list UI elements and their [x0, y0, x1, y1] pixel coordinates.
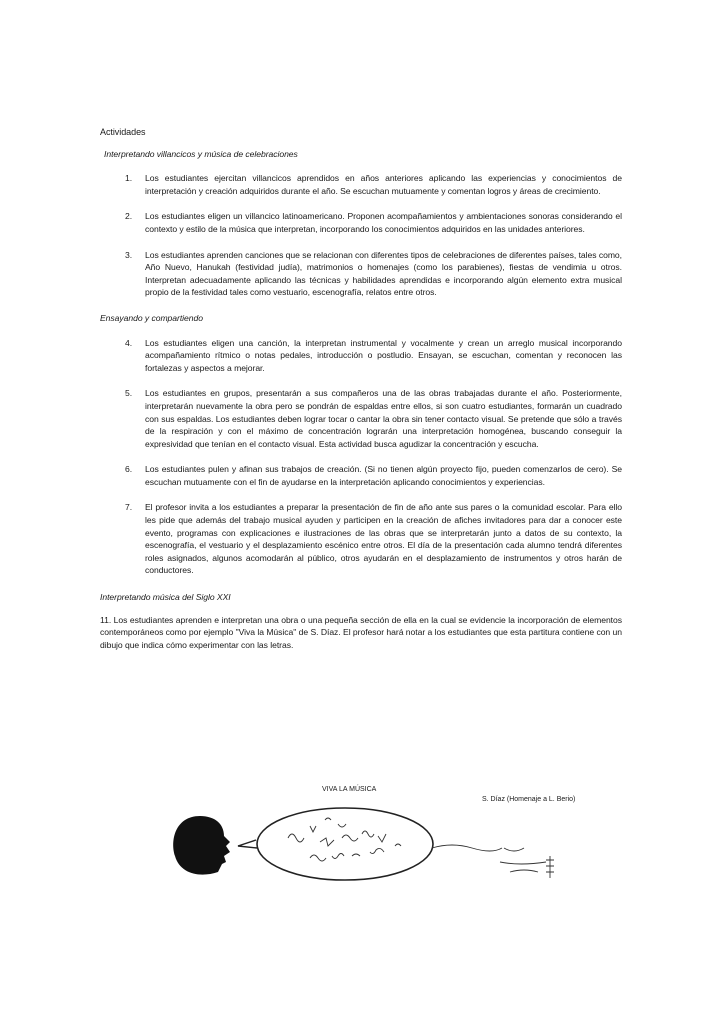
list-item — [100, 210, 622, 235]
item-number: 7. — [125, 502, 133, 513]
item-number: 6. — [125, 464, 133, 475]
document-body — [100, 126, 622, 651]
item-text: Los estudiantes pulen y afinan sus trabajos de creación. (Si no tienen algún proyecto fijo, pueden comenzarlos de cero). Se escuchan mutuamente con el fin de ayudarse en la interpretación aplicando conocimientos y experiencias. — [145, 464, 622, 487]
section-title-1: Interpretando villancicos y música de celebraciones — [104, 148, 298, 159]
list-item — [100, 501, 622, 577]
section-title-3: Interpretando música del Siglo XXI — [100, 592, 231, 603]
item-text: Los estudiantes aprenden canciones que se relacionan con diferentes tipos de celebraciones de diferentes países, tales como, Año Nuevo, Hanukah (festividad judía), matrimonios o homenajes (como los parabienes), fiestas de vendimia u otros. Interpretan adecuadamente aplicando las técnicas y habilidades aprendidas e incorporando algún elemento extra musical propio de la festividad tales como vestuario, escenografía, relatos entre otros. — [145, 249, 622, 298]
item-text: El profesor invita a los estudiantes a preparar la presentación de fin de año ante sus pares o la comunidad escolar. Para ello les pide que además del trabajo musical ayuden y participen en la creación de afiches invitadores para dar a conocer este evento, programas con explicaciones e ilustraciones de las obras que se interpretarán junto a datos de su contexto, la escenografía, el vestuario y el desplazamiento escénico entre otros. El día de la presentación cada alumno tendrá diferentes roles asignados, algunos acomodarán al público, otros ayudarán en el desplazamiento de instrumentos y otros harán de conductores. — [145, 502, 622, 576]
list-item — [100, 172, 622, 197]
item-text: Los estudiantes ejercitan villancicos aprendidos en años anteriores aplicando las experiencias y conocimientos de interpretación y creación adquiridos durante el año. Se escuchan mutuamente y comentan logros y áreas de crecimiento. — [145, 173, 622, 196]
item-number: 2. — [125, 211, 133, 222]
paragraph-11: 11. Los estudiantes aprenden e interpretan una obra o una pequeña sección de ella en la cual se evidencie la incorporación de elementos contemporáneos como por ejemplo "Viva la Música" de S. Díaz. El profesor hará notar a los estudiantes que esta partitura contiene con un dibujo que indica cómo experimentar con las letras. — [100, 614, 622, 650]
list-item — [100, 249, 622, 299]
item-number: 4. — [125, 337, 133, 348]
item-text: Los estudiantes eligen un villancico latinoamericano. Proponen acompañamientos y ambientaciones sonoras considerando el contexto y estilo de la música que interpretan, incorporando los conocimientos adquiridos en las unidades anteriores. — [145, 211, 622, 234]
speech-bubble — [257, 808, 433, 880]
section-title-2: Ensayando y compartiendo — [100, 312, 203, 323]
document-heading: Actividades — [100, 127, 146, 137]
item-number: 1. — [125, 173, 133, 184]
scribbled-letters — [288, 818, 401, 861]
item-text: Los estudiantes en grupos, presentarán a sus compañeros una de las obras trabajadas durante el año. Posteriormente, interpretarán nuevamente la obra pero se pondrán de espaldas entre ellos, si son cuatro estudiantes, formarán un cuadrado con sus espaldas. Los estudiantes deben lograr tocar o cantar la obra sin tener contacto visual. Se pretende que sólo a través de la respiración y con el máximo de concentración lograrán una interpretación homogénea, buscando conseguir la expresividad que tenían en el contacto visual. Esta actividad busca agudizar la concentración y escucha. — [145, 388, 622, 449]
list-item — [100, 463, 622, 488]
head-silhouette-icon — [173, 816, 230, 875]
item-number: 3. — [125, 249, 133, 260]
item-number: 5. — [125, 388, 133, 399]
list-item — [100, 387, 622, 450]
score-title: VIVA LA MÚSICA — [322, 786, 377, 793]
trailing-notation — [432, 845, 554, 878]
list-item — [100, 337, 622, 375]
bubble-pointer — [238, 840, 257, 848]
score-author: S. Díaz (Homenaje a L. Berio) — [482, 796, 576, 803]
score-drawing — [170, 786, 630, 896]
score-excerpt — [170, 786, 630, 896]
item-text: Los estudiantes eligen una canción, la interpretan instrumental y vocalmente y crean un arreglo musical incorporando acompañamiento rítmico o notas pedales, introducción o postludio. Ensayan, se escuchan, comentan y reconocen las fortalezas y aspectos a mejorar. — [145, 337, 622, 373]
